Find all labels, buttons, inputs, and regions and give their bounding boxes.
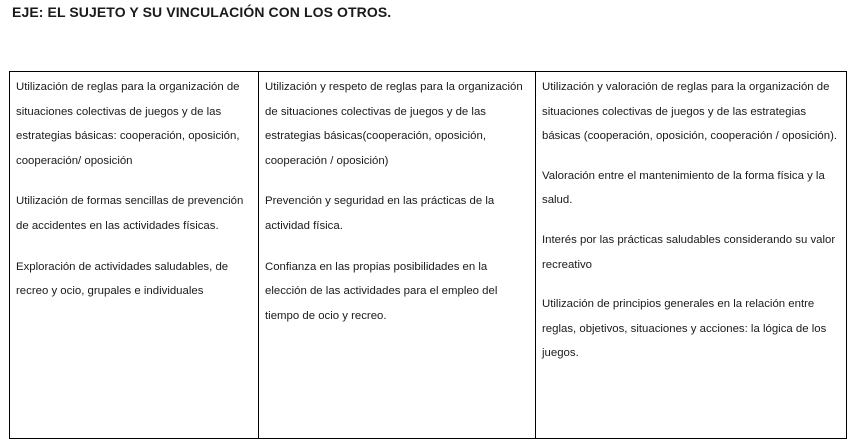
column-2-paragraph-3: Confianza en las propias posibilidades en la elección de las actividades para el empleo del tiempo de ocio y recreo. [265,260,498,322]
table-column-3 [535,72,846,438]
table-column-1 [10,72,258,438]
column-2-paragraph-1: Utilización y respeto de reglas para la organización de situaciones colectivas de juegos y de las estrategias básicas(cooperación, oposición, cooperación / oposición) [265,81,523,167]
column-2-paragraph-2: Prevención y seguridad en las prácticas de la actividad física. [265,195,495,232]
column-3-paragraph-4: Utilización de principios generales en la relación entre reglas, objetivos, situaciones y acciones: la lógica de los juegos. [542,298,827,360]
table-column-2 [258,72,535,438]
column-3-paragraph-3: Interés por las prácticas saludables considerando su valor recreativo [542,233,836,271]
column-3-paragraph-1: Utilización y valoración de reglas para la organización de situaciones colectivas de juegos y de las estrategias básicas (cooperación, oposición, cooperación / oposición). [542,81,838,143]
column-1-paragraph-2: Utilización de formas sencillas de prevención de accidentes en las actividades físicas. [16,195,244,232]
column-1-paragraph-1: Utilización de reglas para la organización de situaciones colectivas de juegos y de las estrategias básicas: cooperación, oposición, cooperación/ oposición [16,81,240,167]
column-3-paragraph-2: Valoración entre el mantenimiento de la forma física y la salud. [542,169,825,207]
page-heading: EJE: EL SUJETO Y SU VINCULACIÓN CON LOS OTROS. [12,4,392,20]
column-1-paragraph-3: Exploración de actividades saludables, de recreo y ocio, grupales e individuales [16,260,229,298]
content-table [9,71,847,439]
